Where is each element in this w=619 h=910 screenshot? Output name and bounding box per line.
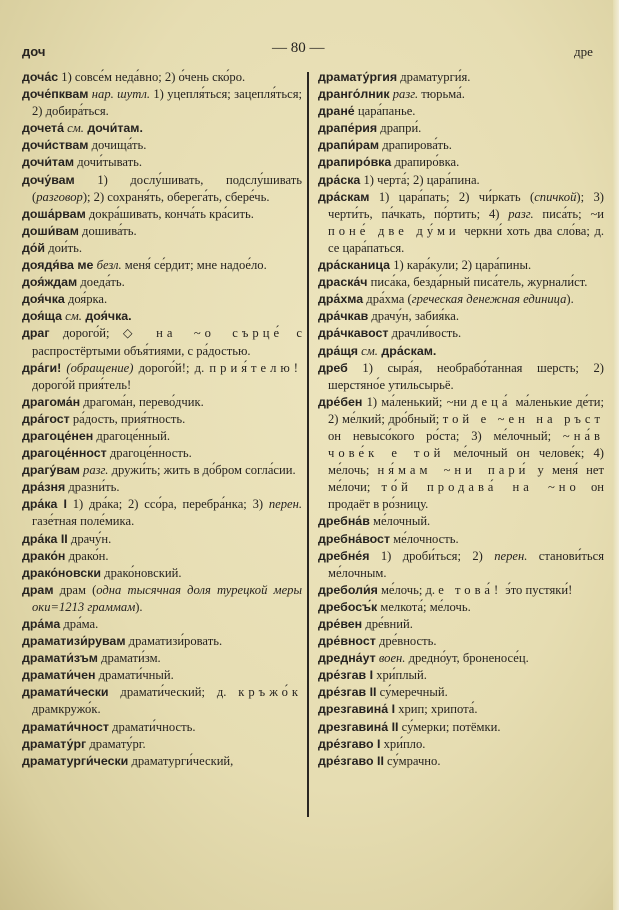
- dictionary-entry: [22, 616, 302, 633]
- example-phrase: прия́телю!: [209, 360, 302, 375]
- headword: драска́ч: [318, 275, 368, 290]
- definition-text: дорого́й прия́тель!: [32, 377, 132, 392]
- dictionary-entry: [22, 240, 302, 257]
- dictionary-entry: [22, 291, 302, 308]
- right-column: [318, 69, 604, 770]
- dictionary-entry: [22, 462, 302, 479]
- headword: дре́згаво I: [318, 736, 381, 751]
- definition-text: мелкота́; ме́лочь.: [380, 599, 471, 614]
- headword: дре́бен: [318, 394, 363, 409]
- dictionary-entry: [318, 548, 604, 582]
- definition-text: 1) кара́кули; 2) цара́пины.: [393, 258, 532, 273]
- headword: драко́новски: [22, 565, 102, 580]
- dictionary-entry: [22, 582, 302, 616]
- headword: драко́н: [22, 548, 66, 563]
- dictionary-entry: [318, 360, 604, 394]
- headword: доча́с: [22, 70, 59, 84]
- definition-text: цара́панье.: [357, 104, 416, 119]
- definition-text: 1) ма́ленький; ~ни: [366, 394, 472, 409]
- definition-text: станови́ться ме́лочным.: [328, 548, 604, 580]
- headword: дра́сканица: [318, 258, 391, 273]
- cross-reference: дочи́там.: [83, 121, 143, 136]
- dictionary-entry: [22, 428, 302, 445]
- definition-text: драм (: [59, 582, 97, 597]
- dictionary-entry: [318, 394, 604, 514]
- definition-text: писа́ка, безда́рный писа́тель, журнали́ст.: [370, 275, 588, 290]
- dictionary-entry: [22, 172, 302, 206]
- headword: дра́хма: [318, 292, 364, 307]
- dictionary-entry: [318, 172, 604, 189]
- definition-text: 1) дослу́шивать, подслу́шивать (: [32, 172, 302, 204]
- dictionary-entry: [22, 667, 302, 684]
- dictionary-entry: [318, 667, 604, 684]
- headword: дре́згав II: [318, 685, 377, 700]
- dictionary-entry: [22, 565, 302, 582]
- definition-text: драмкружо́к.: [32, 702, 101, 717]
- definition-text: дра́ма.: [63, 617, 99, 631]
- headword: драгу́вам: [22, 463, 80, 478]
- example-phrase: той е ~ен на ръст: [442, 411, 604, 426]
- page-number: — 80 —: [272, 40, 325, 56]
- page-header: [0, 40, 619, 60]
- grammar-label: см.: [65, 309, 82, 324]
- definition-text: ме́лочь; д.: [380, 582, 439, 597]
- dictionary-entry: [318, 137, 604, 154]
- dictionary-entry: [318, 69, 604, 86]
- headword: доя́чка: [22, 292, 65, 307]
- dictionary-entry: [318, 753, 604, 770]
- definition-text: драмати́зм.: [101, 651, 161, 666]
- headword: драг: [22, 326, 50, 341]
- definition-text: ); 3) черти́ть, па́чкать, по́ртить; 4): [328, 189, 604, 221]
- grammar-label: разговор: [36, 189, 83, 204]
- headword: дра́ка I: [22, 497, 67, 512]
- definition-text: ра́дость, прия́тность.: [72, 411, 186, 426]
- dictionary-entry: [318, 513, 604, 530]
- grammar-label: перен.: [268, 497, 302, 512]
- definition-text: дре́вний.: [365, 617, 413, 631]
- dictionary-entry: [22, 445, 302, 462]
- headword: дребна́в: [318, 514, 370, 529]
- headword: дра́щя: [318, 343, 359, 358]
- cross-reference: доя́чка.: [81, 309, 132, 324]
- grammar-label: см.: [67, 121, 84, 136]
- headword: дреб: [318, 360, 348, 375]
- left-column: [22, 69, 302, 770]
- grammar-label: греческая денежная единица: [411, 292, 567, 307]
- dictionary-entry: [22, 154, 302, 171]
- definition-text: дои́ть.: [48, 240, 83, 255]
- dictionary-entry: [22, 206, 302, 223]
- dictionary-entry: [22, 308, 302, 325]
- dictionary-entry: [22, 753, 302, 770]
- headword: дрезгавина́ II: [318, 719, 399, 734]
- dictionary-entry: [22, 531, 302, 548]
- headword: драмату́ргия: [318, 70, 398, 84]
- definition-text: черкни́ хоть два сло́ва; д. се цара́паться.: [328, 223, 604, 255]
- grammar-label: безл.: [96, 258, 122, 273]
- dictionary-entry: [22, 496, 302, 530]
- headword: дредна́ут: [318, 651, 376, 666]
- definition-text: писа́ть; ~и: [533, 206, 604, 221]
- headword: драматизи́рувам: [22, 634, 126, 649]
- definition-text: драчу́н.: [70, 531, 112, 546]
- definition-text: ма́ленькие де́ти; 2) ме́лкий; дро́бный;: [328, 394, 604, 426]
- example-phrase: кръжо́к: [238, 685, 302, 700]
- definition-text: докра́шивать, конча́ть кра́сить.: [88, 206, 254, 221]
- grammar-label: разг.: [392, 87, 419, 102]
- dictionary-entry: [318, 719, 604, 736]
- grammar-label: нар. шутл.: [91, 87, 150, 102]
- dictionary-entry: [318, 120, 604, 137]
- headword: до́й: [22, 240, 46, 255]
- definition-text: у меня́ нет ме́лочи;: [328, 463, 604, 495]
- definition-text: ).: [135, 599, 143, 614]
- left-guide-word: доч: [22, 44, 46, 59]
- definition-text: ме́лочный.: [372, 514, 431, 529]
- definition-text: он невысо́кого ро́ста; 3) ме́лочный;: [328, 428, 563, 443]
- grammar-label: спичкой: [534, 189, 577, 204]
- headword: драматурги́чески: [22, 753, 129, 768]
- dictionary-entry: [318, 736, 604, 753]
- definition-text: хри́плый.: [376, 668, 427, 683]
- definition-text: 1) цара́пать; 2) чи́ркать (: [378, 189, 535, 204]
- headword: дра́зня: [22, 480, 66, 495]
- dictionary-entry: [318, 274, 604, 291]
- dictionary-entry: [22, 325, 302, 359]
- definition-text: дочища́ть.: [91, 138, 147, 153]
- definition-text: дре́вность.: [378, 634, 437, 649]
- definition-text: доя́рка.: [67, 292, 108, 307]
- definition-text: ).: [566, 292, 574, 307]
- definition-text: ); 2) сохраня́ть, оберега́ть, сбере́чь.: [82, 189, 270, 204]
- dictionary-entry: [318, 154, 604, 171]
- dictionary-entry: [318, 257, 604, 274]
- definition-text: хрип; хрипота́.: [398, 702, 478, 717]
- definition-text: драпиро́вка.: [394, 155, 460, 170]
- headword: дранго́лник: [318, 87, 390, 102]
- headword: дра́гост: [22, 411, 70, 426]
- definition-text: драпирова́ть.: [382, 138, 452, 153]
- dictionary-entry: [22, 684, 302, 718]
- example-phrase: е това́!: [438, 582, 503, 597]
- dictionary-entry: [318, 633, 604, 650]
- dictionary-entry: [22, 360, 302, 394]
- definition-text: драгома́н, перево́дчик.: [83, 394, 204, 409]
- headword: драгоце́нен: [22, 428, 94, 443]
- definition-text: ме́лочность.: [393, 531, 459, 546]
- cross-reference: дра́скам.: [377, 343, 437, 358]
- definition-text: драко́новский.: [104, 565, 182, 580]
- definition-text: дредно́ут, броненосе́ц.: [405, 651, 529, 666]
- definition-text: драчу́н, забия́ка.: [371, 309, 460, 324]
- definition-text: драматизи́ровать.: [128, 634, 223, 649]
- dictionary-entry: [318, 103, 604, 120]
- definition-text: дорого́й!; д.: [133, 360, 210, 375]
- dictionary-entry: [318, 343, 604, 360]
- definition-text: меня́ се́рдит; мне надое́ло.: [121, 258, 267, 273]
- example-phrase: деца́: [471, 394, 512, 409]
- dictionary-entry: [22, 137, 302, 154]
- dictionary-entry: [22, 223, 302, 240]
- dictionary-entry: [22, 394, 302, 411]
- definition-text: доеда́ть.: [80, 275, 125, 290]
- dictionary-entry: [22, 120, 302, 137]
- definition-text: он продаёт в ро́зницу.: [328, 480, 604, 512]
- grammar-label: одна тысячная доля турецкой меры оки=1213 граммам: [32, 582, 302, 614]
- headword: доша́рвам: [22, 206, 86, 221]
- headword: дра́ги!: [22, 360, 62, 375]
- headword: дра́чкав: [318, 309, 369, 324]
- dictionary-entry: [318, 291, 604, 308]
- headword: драгоце́нност: [22, 446, 107, 461]
- right-guide-word: дре: [574, 44, 593, 59]
- headword: драм: [22, 582, 54, 597]
- headword: дочи́там: [22, 155, 75, 170]
- example-phrase: на ~о сърце́: [156, 326, 284, 341]
- definition-text: ме́лочный он челове́к; 4) ме́лочь;: [328, 446, 604, 478]
- dictionary-entry: [22, 411, 302, 428]
- example-phrase: поне́ две ду́ми: [328, 223, 460, 238]
- dictionary-entry: [22, 257, 302, 274]
- dictionary-entry: [22, 479, 302, 496]
- headword: доче́пквам: [22, 87, 89, 102]
- grammar-label: воен.: [378, 651, 406, 666]
- headword: дре́вност: [318, 634, 376, 649]
- headword: дрезгавина́ I: [318, 702, 396, 717]
- example-phrase: ~на́в чове́к е той: [328, 428, 604, 461]
- dictionary-entry: [318, 189, 604, 257]
- definition-text: дружи́ть; жить в до́бром согла́сии.: [108, 463, 296, 478]
- dictionary-entry: [22, 736, 302, 753]
- dictionary-entry: [22, 633, 302, 650]
- definition-text: 1) совсе́м неда́вно; 2) о́чень ско́ро.: [61, 70, 246, 84]
- headword: доя́ждам: [22, 275, 78, 290]
- headword: дребна́вост: [318, 531, 391, 546]
- page-edge: [613, 0, 619, 910]
- dictionary-entry: [318, 650, 604, 667]
- headword: доши́вам: [22, 223, 79, 238]
- dictionary-entry: [22, 548, 302, 565]
- dictionary-entry: [22, 650, 302, 667]
- headword: дра́ска: [318, 172, 361, 187]
- headword: дра́чкавост: [318, 326, 389, 341]
- headword: дребосъ́к: [318, 599, 378, 614]
- headword: дре́вен: [318, 617, 363, 631]
- grammar-label: разг.: [83, 463, 109, 478]
- definition-text: драгоце́нность.: [109, 446, 192, 461]
- definition-text: дорого́й; ◇: [62, 326, 157, 341]
- dictionary-entry: [318, 86, 604, 103]
- headword: доя́ща: [22, 309, 62, 324]
- headword: дре́згаво II: [318, 753, 384, 768]
- definition-text: драпри́.: [380, 121, 422, 136]
- headword: дочу́вам: [22, 172, 75, 187]
- dictionary-entry: [22, 69, 302, 86]
- definition-text: драмати́чный.: [98, 668, 174, 683]
- headword: дребне́я: [318, 548, 370, 563]
- grammar-label: разг.: [508, 206, 534, 221]
- definition-text: дошива́ть.: [82, 223, 137, 238]
- definition-text: дра́хма (: [366, 292, 412, 307]
- grammar-label: перен.: [494, 548, 528, 563]
- definition-text: дразни́ть.: [68, 480, 120, 495]
- definition-text: драко́н.: [68, 548, 109, 563]
- definition-text: газе́тная поле́мика.: [32, 514, 135, 529]
- headword: драпиро́вка: [318, 155, 392, 170]
- dictionary-entry: [22, 719, 302, 736]
- headword: драпе́рия: [318, 121, 378, 136]
- definition-text: драчли́вость.: [391, 326, 462, 341]
- definition-text: су́мрачно.: [387, 753, 441, 768]
- definition-text: дочи́тывать.: [77, 155, 143, 170]
- dictionary-entry: [318, 308, 604, 325]
- dictionary-entry: [318, 325, 604, 342]
- headword: доядя́ва ме: [22, 258, 94, 273]
- definition-text: 1) дра́ка; 2) ссо́ра, перебра́нка; 3): [72, 497, 269, 512]
- definition-text: драмати́ческий; д.: [120, 685, 239, 700]
- grammar-label: (обращение): [66, 360, 134, 375]
- definition-text: су́меречный.: [379, 685, 448, 700]
- dictionary-entry: [318, 684, 604, 701]
- dictionary-entry: [318, 599, 604, 616]
- headword: драмати́чност: [22, 719, 109, 734]
- definition-text: драмату́рг.: [89, 736, 146, 751]
- headword: драмати́зъм: [22, 651, 98, 666]
- dictionary-entry: [22, 86, 302, 120]
- headword: драпи́рам: [318, 138, 380, 153]
- definition-text: драматурги́ческий,: [131, 753, 234, 768]
- definition-text: э́то пустяки́!: [502, 582, 573, 597]
- example-phrase: ня́мам ~ни пари́: [377, 463, 530, 478]
- example-phrase: то́й продава́ на ~но: [381, 480, 580, 495]
- dictionary-entry: [318, 701, 604, 718]
- definition-text: тюрьма́.: [418, 87, 465, 102]
- headword: драмати́чен: [22, 668, 96, 683]
- definition-text: драмати́чность.: [112, 719, 196, 734]
- definition-text: драматурги́я.: [400, 70, 471, 84]
- column-divider: [307, 72, 309, 817]
- dictionary-entry: [22, 274, 302, 291]
- definition-text: 1) сыра́я, необрабо́танная шерсть; 2) шерстяно́е утильсырьё.: [328, 360, 604, 392]
- definition-text: 1) черта́; 2) цара́пина.: [363, 172, 480, 187]
- headword: дране́: [318, 104, 355, 119]
- dictionary-entry: [318, 616, 604, 633]
- definition-text: хри́пло.: [383, 736, 426, 751]
- headword: дре́згав I: [318, 668, 374, 683]
- definition-text: драгоце́нный.: [96, 428, 171, 443]
- headword: драгома́н: [22, 394, 81, 409]
- headword: драмату́рг: [22, 736, 87, 751]
- definition-text: 1) уцепля́ться; зацепля́ться; 2) добира́ться.: [32, 87, 302, 119]
- headword: дочи́ствам: [22, 138, 89, 153]
- headword: дреболи́я: [318, 582, 378, 597]
- definition-text: с распростёртыми объя́тиями, с ра́достью.: [32, 326, 302, 358]
- dictionary-entry: [318, 531, 604, 548]
- headword: драмати́чески: [22, 685, 109, 700]
- headword: дра́ма: [22, 617, 61, 631]
- definition-text: су́мерки; потёмки.: [401, 719, 501, 734]
- definition-text: 1) дроби́ться; 2): [380, 548, 495, 563]
- grammar-label: см.: [361, 343, 378, 358]
- headword: дра́скам: [318, 189, 370, 204]
- dictionary-entry: [318, 582, 604, 599]
- headword: дра́ка II: [22, 531, 68, 546]
- headword: дочета́: [22, 121, 65, 136]
